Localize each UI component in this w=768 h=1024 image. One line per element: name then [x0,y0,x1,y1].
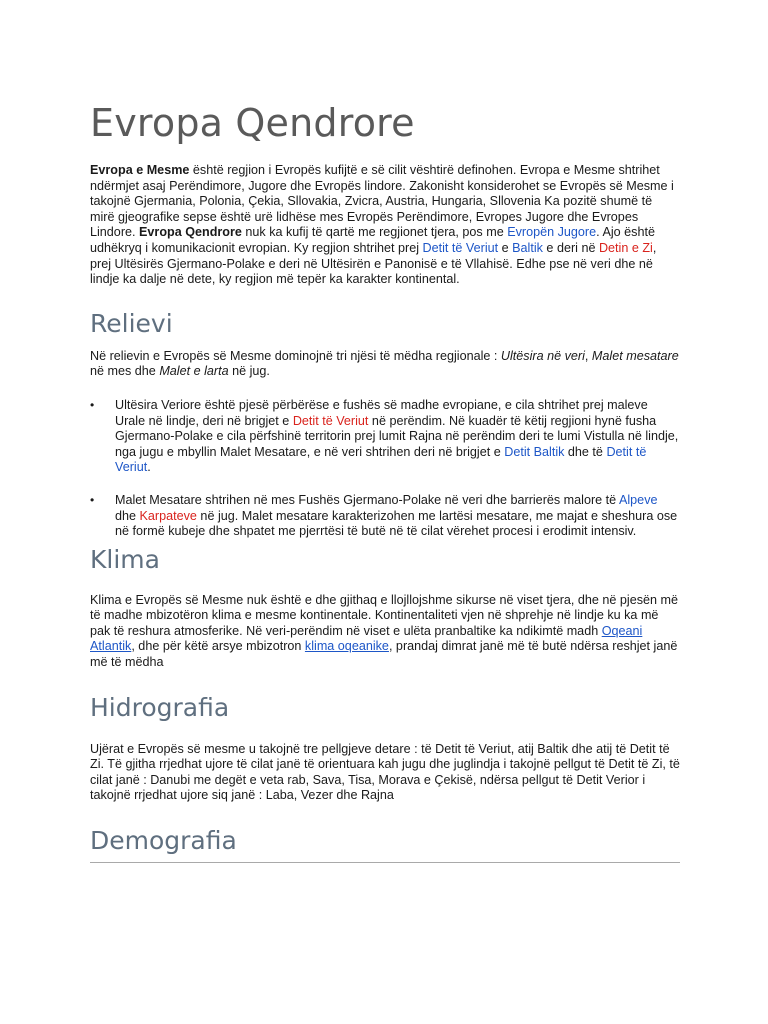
list-item [90,398,680,476]
link-detit-baltik[interactable]: Detit Baltik [504,444,565,459]
relievi-list [90,398,680,540]
list-item-text: . [147,460,151,475]
klima-text: , prandaj dimrat janë më të butë ndërsa reshjet janë më të mëdha [90,639,678,670]
bullet-icon: • [90,397,95,412]
link-detin-e-zi[interactable]: Detin e Zi [598,240,653,255]
list-item-text: Ultësira Veriore është pjesë përbërëse e fushës së madhe evropiane, e cila shtrihet prej maleve Urale në lindje, deri në brigjet e [115,397,648,428]
relievi-term: Ultësira në veri [500,348,585,363]
hidrografia-paragraph: Ujërat e Evropës së mesme u takojnë tre pellgjeve detare : të Detit të Veriut, atij Baltik dhe atij të Detit të Zi. Të gjitha rrjedhat ujore të cilat janë të orientuara kah jugu dhe juglindja i takojnë pellgut të Detit të Zi, të cilat janë : Danubi me degët e veta rab, Sava, Tisa, Morava e Çekisë, ndërsa pellgut të Detit Verior i takojnë rrjedhat ujore siq janë : Laba, Vezer dhe Rajna [90,741,680,803]
intro-paragraph [90,163,680,288]
list-item-text: në jug. Malet mesatare karakterizohen me lartësi mesatare, me majat e sheshura ose në formë kubeje dhe shpatet me pjerrtësi të butë në të cilat vërehet procesi i erodimit intensiv. [115,508,678,539]
list-item-text: dhe [115,508,140,523]
link-karpateve[interactable]: Karpateve [139,508,197,523]
relievi-term: Malet mesatare [591,348,679,363]
list-item-text: dhe të [564,444,607,459]
heading-demografia: Demografia [90,824,680,863]
link-detit-te-veriut[interactable]: Detit të Veriut [422,240,499,255]
relievi-intro [90,349,680,380]
heading-hidrografia: Hidrografia [90,692,230,722]
intro-bold-term-2: Evropa Qendrore [139,225,242,240]
list-item-text: në perëndim. Në kuadër të këtij regjioni hynë fusha Gjermano-Polake e cila përfshinë territorin prej lumit Rajna në perëndim deri te lumi Vistulla në lindje, nga jugu e mbyllin Malet Mesatare, e në veri shtrihen deri në brigjet e [115,413,679,459]
page-title: Evropa Qendrore [90,101,415,145]
klima-text: Klima e Evropës së Mesme nuk është e dhe gjithaq e llojllojshme sikurse në viset tjera, dhe në pjesën më të madhe mbizotëron klima e mesme kontinentale. Kontinentaliteti vjen në shprehje në lindje ku ka më pak të reshura atmosferike. Në veri-perëndim në viset e ulëta pranbaltike ka ndikimtë madh [90,592,679,638]
link-detit-te-veriut[interactable]: Detit të Veriut [292,413,369,428]
link-baltik[interactable]: Baltik [512,240,543,255]
intro-text: është regjion i Evropës kufijtë e së cilit vështirë definohen. Evropa e Mesme shtrihet ndërmjet asaj Perëndimore, Jugore dhe Evropës lindore. Zakonisht konsiderohet se Evropës së Mesme i takojnë Gjermania, Polonia, Çekia, Sllovakia, Zvicra, Austria, Hungaria, Sllovenia Ka pozitë shumë të mirë gjeografike sepse është urë lidhëse mes Evropës Perëndimore, Evropes Jugore dhe Evropes Lindore. [90,163,674,240]
heading-relievi: Relievi [90,308,173,338]
relievi-term: Malet e larta [159,364,229,379]
bullet-icon: • [90,492,95,507]
link-evropen-jugore[interactable]: Evropën Jugore [507,225,597,240]
list-item-text: Malet Mesatare shtrihen në mes Fushës Gjermano-Polake në veri dhe barrierës malore të [115,492,619,507]
relievi-intro-text: në mes dhe [90,364,160,379]
relievi-intro-text: në jug. [228,364,270,379]
list-item [90,493,680,540]
intro-text: nuk ka kufij të qartë me regjionet tjera, pos me [241,225,508,240]
klima-text: , dhe për këtë arsye mbizotron [131,639,305,654]
heading-klima: Klima [90,544,160,574]
klima-paragraph [90,593,680,671]
link-klima-oqeanike[interactable]: klima oqeanike [304,639,389,654]
relievi-intro-text: , [584,348,592,363]
relievi-intro-text: Në relievin e Evropës së Mesme dominojnë tri njësi të mëdha regjionale : [90,348,501,363]
link-oqeani-atlantik[interactable]: Oqeani Atlantik [90,623,643,654]
intro-text: e deri në [542,240,599,255]
intro-text: . Ajo është udhëkryq i komunikacionit evropian. Ky regjion shtrihet prej [90,225,655,255]
intro-text: , prej Ultësirës Gjermano-Polake e deri në Ultësirën e Panonisë e të Vllahisë. Edhe pse në veri dhe në lindje ka dalje në dete, ky regjion më tepër ka karakter kontinental. [90,240,657,287]
link-detit-te-veriut-2[interactable]: Detit të Veriut [115,444,647,475]
intro-text: e [498,240,513,255]
link-alpeve[interactable]: Alpeve [618,492,658,507]
intro-bold-term: Evropa e Mesme [90,163,190,177]
